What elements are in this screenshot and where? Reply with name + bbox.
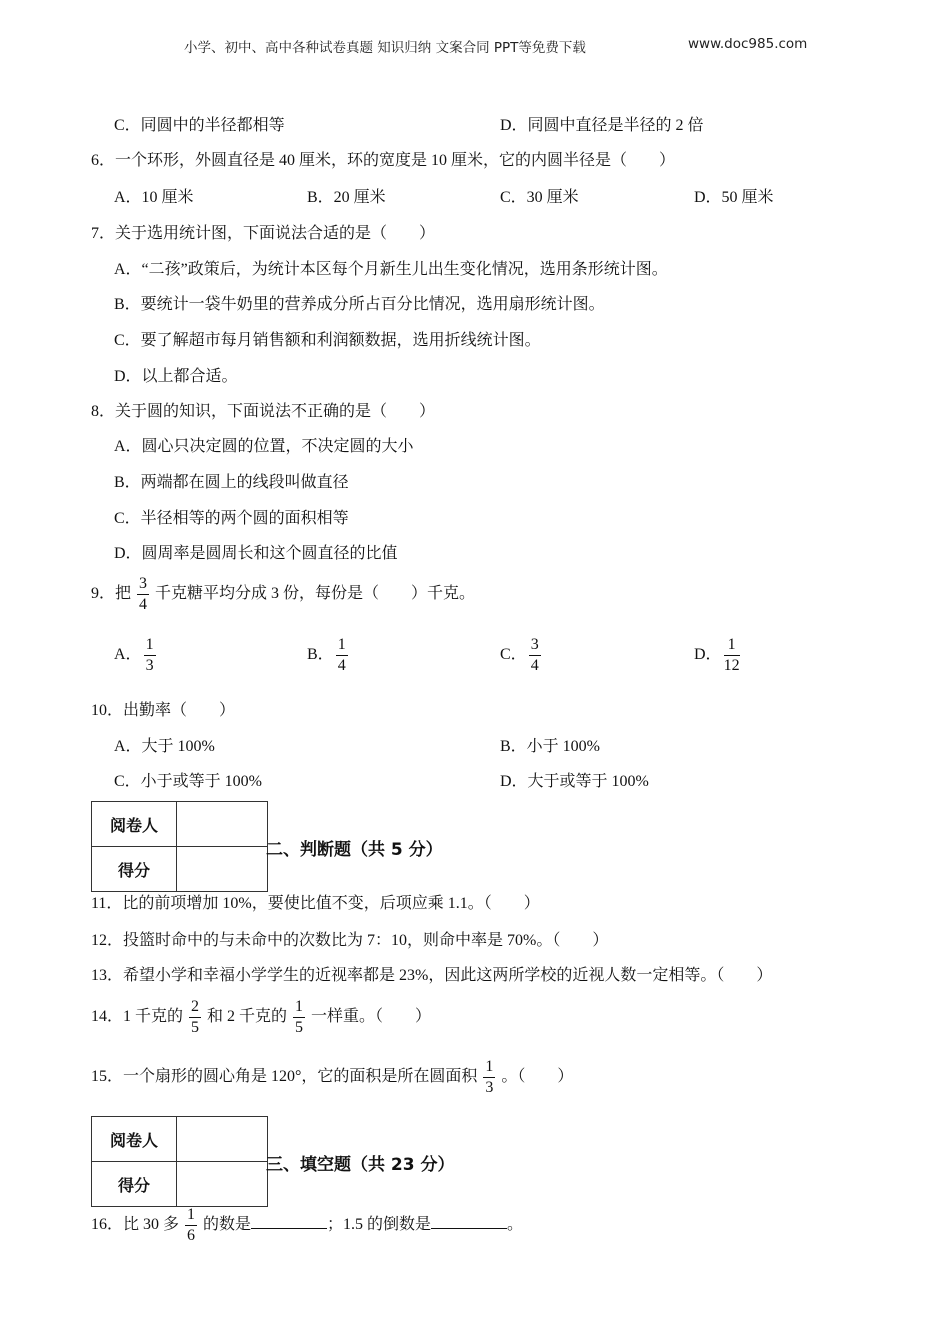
q16-fraction xyxy=(185,1206,197,1244)
q10-option-d: D．大于或等于 100% xyxy=(500,773,649,790)
q15-post: 。（ ） xyxy=(501,1067,574,1085)
q8-stem: 8．关于圆的知识，下面说法不正确的是（ ） xyxy=(91,403,436,420)
header-site: www.doc985.com xyxy=(688,36,808,52)
q16-post: 。 xyxy=(507,1215,524,1233)
q8-option-a: A．圆心只决定圆的位置，不决定圆的大小 xyxy=(114,438,414,455)
q6-stem: 6．一个环形，外圆直径是 40 厘米，环的宽度是 10 厘米，它的内圆半径是（ ） xyxy=(91,152,676,169)
q16-mid: 的数是 xyxy=(203,1215,252,1233)
q15 xyxy=(91,1058,573,1096)
q8-option-b: B．两端都在圆上的线段叫做直径 xyxy=(114,474,349,491)
q14-mid: 和 2 千克的 xyxy=(207,1007,288,1025)
q9-option-b-num: 1 xyxy=(336,636,348,656)
q9-option-d-label: D． xyxy=(694,645,722,663)
section2-reviewer-label: 阅卷人 xyxy=(92,802,177,847)
q15-fraction xyxy=(483,1058,495,1096)
q6-option-c: C．30 厘米 xyxy=(500,189,579,206)
section2-score-label: 得分 xyxy=(92,847,177,892)
q14-den-2: 5 xyxy=(295,1018,304,1036)
q9-den: 4 xyxy=(139,595,148,613)
q9-option-c-num: 3 xyxy=(529,636,541,656)
q9-option-a-num: 1 xyxy=(144,636,156,656)
section3-score-label: 得分 xyxy=(92,1162,177,1207)
section2-title: 二、判断题（共 5 分） xyxy=(266,840,443,860)
q6-option-d: D．50 厘米 xyxy=(694,189,774,206)
q14 xyxy=(91,998,431,1036)
q8-option-c: C．半径相等的两个圆的面积相等 xyxy=(114,510,349,527)
q9-option-b-label: B． xyxy=(307,645,334,663)
q9-option-b xyxy=(307,636,350,674)
q9-fraction xyxy=(137,575,149,613)
q9-option-b-den: 4 xyxy=(337,656,346,674)
q9-option-c-label: C． xyxy=(500,645,527,663)
q9-option-d xyxy=(694,636,742,674)
q10-stem: 10．出勤率（ ） xyxy=(91,702,236,719)
q9-option-a-label: A． xyxy=(114,645,142,663)
q13: 13．希望小学和幸福小学学生的近视率都是 23%，因此这两所学校的近视人数一定相等。（ ） xyxy=(91,967,773,984)
section3-score-cell[interactable] xyxy=(177,1162,268,1207)
q14-fraction-2 xyxy=(293,998,305,1036)
q9-option-b-fraction xyxy=(336,636,348,674)
q16-num: 1 xyxy=(185,1206,197,1226)
header-text: 小学、初中、高中各种试卷真题 知识归纳 文案合同 PPT等免费下载 xyxy=(184,40,586,56)
q10-option-b: B．小于 100% xyxy=(500,738,601,755)
section3-reviewer-cell[interactable] xyxy=(177,1117,268,1162)
q7-stem: 7．关于选用统计图，下面说法合适的是（ ） xyxy=(91,225,436,242)
q9-option-d-fraction xyxy=(724,636,740,674)
q14-fraction-1 xyxy=(189,998,201,1036)
q5-option-c: C．同圆中的半径都相等 xyxy=(114,117,285,134)
q12: 12．投篮时命中的与未命中的次数比为 7：10，则命中率是 70%。（ ） xyxy=(91,932,609,949)
q7-option-c: C．要了解超市每月销售额和利润额数据，选用折线统计图。 xyxy=(114,332,541,349)
q5-option-d: D．同圆中直径是半径的 2 倍 xyxy=(500,117,704,134)
q8-option-d: D．圆周率是圆周长和这个圆直径的比值 xyxy=(114,545,398,562)
q16-blank-1[interactable] xyxy=(251,1214,327,1229)
q16-blank-2[interactable] xyxy=(431,1214,507,1229)
section3-score-table xyxy=(91,1116,268,1207)
q9-option-a xyxy=(114,636,158,674)
q15-num: 1 xyxy=(483,1058,495,1078)
section3-title: 三、填空题（共 23 分） xyxy=(266,1155,455,1175)
section2-score-table xyxy=(91,801,268,892)
q7-option-a: A．“二孩”政策后，为统计本区每个月新生儿出生变化情况，选用条形统计图。 xyxy=(114,261,668,278)
q9-option-d-num: 1 xyxy=(724,636,740,656)
q6-option-b: B．20 厘米 xyxy=(307,189,386,206)
q16 xyxy=(91,1206,523,1244)
q10-option-c: C．小于或等于 100% xyxy=(114,773,263,790)
q6-option-a: A．10 厘米 xyxy=(114,189,194,206)
q16-den: 6 xyxy=(187,1226,196,1244)
q14-pre: 14．1 千克的 xyxy=(91,1007,184,1025)
q9-option-c-den: 4 xyxy=(530,656,539,674)
q15-pre: 15．一个扇形的圆心角是 120°，它的面积是所在圆面积 xyxy=(91,1067,478,1085)
q9-option-c-fraction xyxy=(529,636,541,674)
q15-den: 3 xyxy=(485,1078,494,1096)
q14-post: 一样重。（ ） xyxy=(311,1007,432,1025)
q10-option-a: A．大于 100% xyxy=(114,738,215,755)
q14-num-1: 2 xyxy=(189,998,201,1018)
q14-num-2: 1 xyxy=(293,998,305,1018)
section2-reviewer-cell[interactable] xyxy=(177,802,268,847)
q9-option-a-den: 3 xyxy=(145,656,154,674)
q16-pre: 16．比 30 多 xyxy=(91,1215,180,1233)
q9-post: 千克糖平均分成 3 份，每份是（ ）千克。 xyxy=(155,584,476,602)
q14-den-1: 5 xyxy=(191,1018,200,1036)
q11: 11．比的前项增加 10%，要使比值不变，后项应乘 1.1。（ ） xyxy=(91,895,540,912)
q9-option-c xyxy=(500,636,543,674)
section2-score-cell[interactable] xyxy=(177,847,268,892)
q16-mid2: ；1.5 的倒数是 xyxy=(327,1215,432,1233)
q9-option-a-fraction xyxy=(144,636,156,674)
q9-pre: 9．把 xyxy=(91,584,132,602)
q7-option-d: D．以上都合适。 xyxy=(114,368,238,385)
q7-option-b: B．要统计一袋牛奶里的营养成分所占百分比情况，选用扇形统计图。 xyxy=(114,296,605,313)
q9-stem xyxy=(91,575,475,613)
q9-num: 3 xyxy=(137,575,149,595)
section3-reviewer-label: 阅卷人 xyxy=(92,1117,177,1162)
q9-option-d-den: 12 xyxy=(723,656,740,674)
